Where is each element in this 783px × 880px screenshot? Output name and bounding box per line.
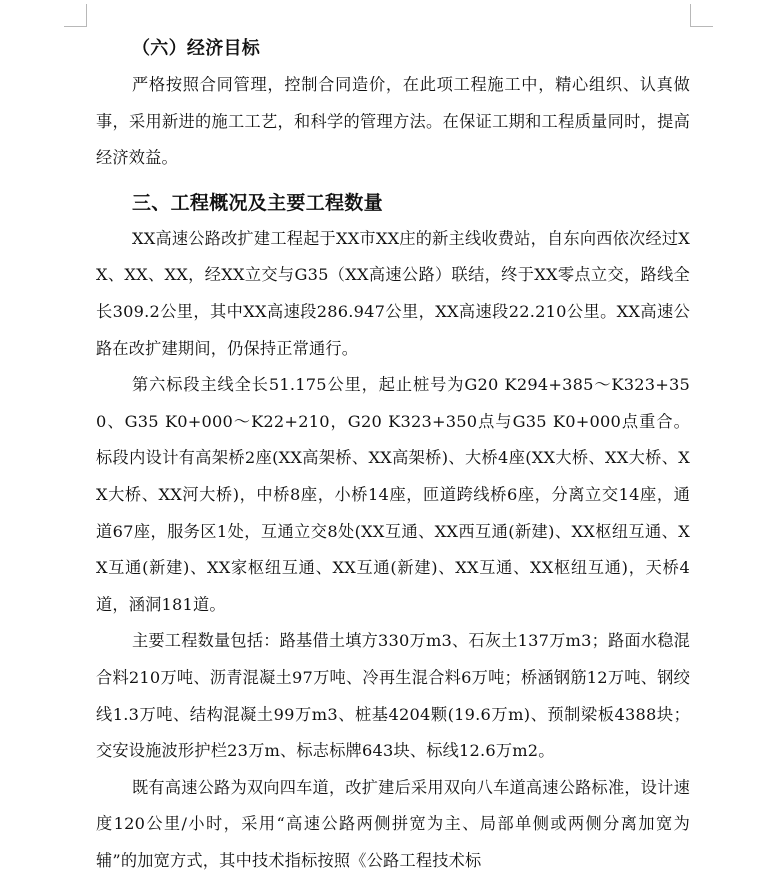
margin-corner-top-right	[690, 4, 713, 27]
paragraph-section-six: 第六标段主线全长51.175公里，起止桩号为G20 K294+385～K323+350、G35 K0+000～K22+210，G20 K323+350点与G35 K0+000点重合。标段内设计有高架桥2座(XX高架桥、XX高架桥)、大桥4座(XX大桥、XX大桥、XX大桥、XX河大桥)，中桥8座，小桥14座，匝道跨线桥6座，分离立交14座，通道67座，服务区1处，互通立交8处(XX互通、XX西互通(新建)、XX枢纽互通、XX互通(新建)、XX家枢纽互通、XX互通(新建)、XX互通、XX枢纽互通)，天桥4道，涵洞181道。	[96, 375, 690, 614]
paragraph-existing-highway: 既有高速公路为双向四车道，改扩建后采用双向八车道高速公路标准，设计速度120公里/小时，采用“高速公路两侧拼宽为主、局部单侧或两侧分离加宽为辅”的加宽方式，其中技术指标按照《公路工程技术标	[96, 777, 690, 870]
paragraph-project-overview: XX高速公路改扩建工程起于XX市XX庄的新主线收费站，自东向西依次经过XX、XX、XX，经XX立交与G35（XX高速公路）联结，终于XX零点立交，路线全长309.2公里，其中XX高速段286.947公里，XX高速段22.210公里。XX高速公路在改扩建期间，仍保持正常通行。	[96, 228, 690, 358]
document-body	[96, 31, 690, 879]
paragraph-main-quantities: 主要工程数量包括：路基借土填方330万m3、石灰土137万m3；路面水稳混合料210万吨、沥青混凝土97万吨、冷再生混合料6万吨；桥涵钢筋12万吨、钢绞线1.3万吨、结构混凝土99万m3、桩基4204颗(19.6万m)、预制梁板4388块；交安设施波形护栏23万m、标志标牌643块、标线12.6万m2。	[96, 631, 690, 761]
paragraph-economic-goals: 严格按照合同管理，控制合同造价，在此项工程施工中，精心组织、认真做事，采用新进的施工工艺，和科学的管理方法。在保证工期和工程质量同时，提高经济效益。	[96, 75, 690, 168]
margin-corner-top-left	[64, 4, 87, 27]
section-heading-project-overview: 三、工程概况及主要工程数量	[132, 191, 383, 214]
subheading-economic-goals: （六）经济目标	[132, 38, 261, 59]
